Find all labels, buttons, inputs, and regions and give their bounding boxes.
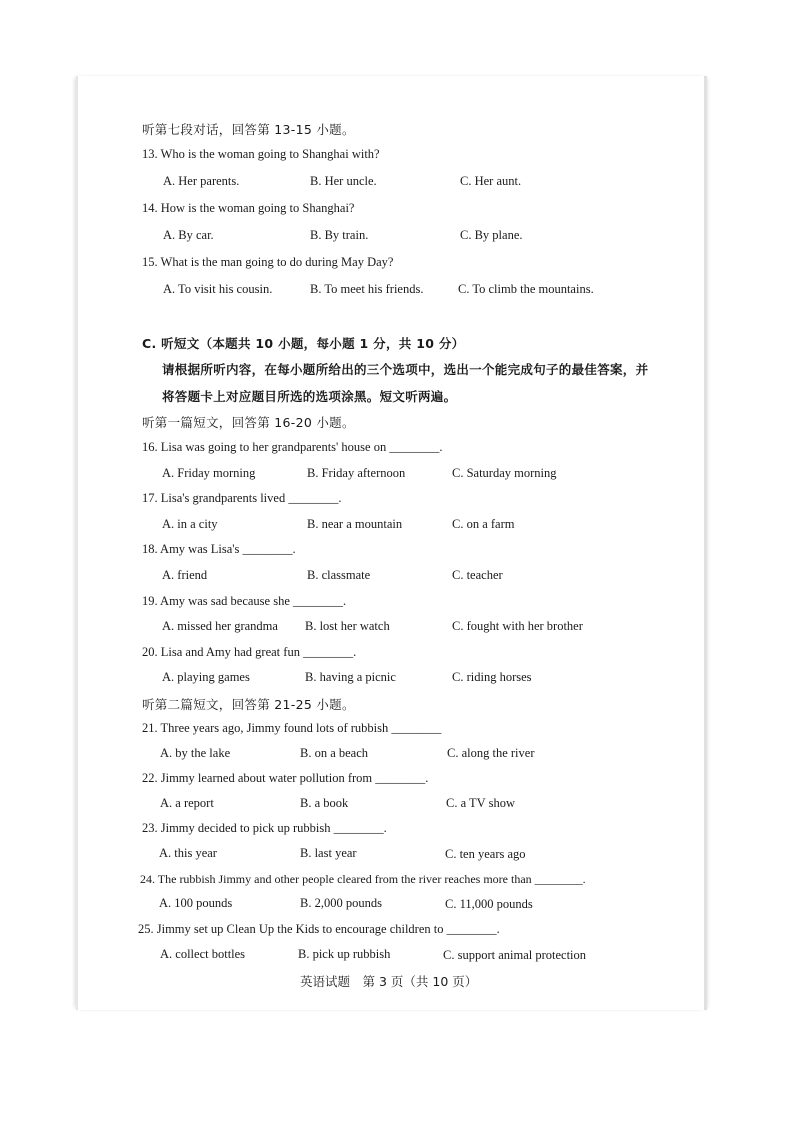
option-20-c: C. riding horses	[452, 670, 532, 684]
option-22-c: C. a TV show	[446, 796, 515, 810]
option-21-c: C. along the river	[447, 746, 535, 760]
part-c-instruction-1: 请根据所听内容，在每小题所给出的三个选项中，选出一个能完成句子的最佳答案，并	[162, 362, 649, 377]
option-24-b: B. 2,000 pounds	[300, 896, 382, 910]
question-14: 14. How is the woman going to Shanghai?	[142, 201, 355, 215]
option-13-c: C. Her aunt.	[460, 174, 522, 188]
option-18-c: C. teacher	[452, 568, 503, 582]
option-18-a: A. friend	[162, 568, 208, 582]
question-15: 15. What is the man going to do during May Day?	[142, 255, 394, 269]
option-17-a: A. in a city	[162, 517, 218, 531]
passage-1-header: 听第一篇短文，回答第 16-20 小题。	[142, 415, 355, 430]
question-23: 23. Jimmy decided to pick up rubbish ________.	[142, 821, 387, 835]
question-20: 20. Lisa and Amy had great fun ________.	[142, 645, 357, 659]
question-13: 13. Who is the woman going to Shanghai with?	[142, 147, 380, 161]
option-19-b: B. lost her watch	[305, 619, 390, 633]
option-22-b: B. a book	[300, 796, 349, 810]
option-19-c: C. fought with her brother	[452, 619, 583, 633]
question-21: 21. Three years ago, Jimmy found lots of rubbish ________	[142, 721, 442, 735]
option-15-c: C. To climb the mountains.	[458, 282, 594, 296]
option-15-a: A. To visit his cousin.	[163, 282, 273, 296]
option-17-c: C. on a farm	[452, 517, 515, 531]
option-16-c: C. Saturday morning	[452, 466, 557, 480]
section-header-dialogue-7: 听第七段对话，回答第 13-15 小题。	[142, 122, 355, 137]
option-16-a: A. Friday morning	[162, 466, 256, 480]
option-21-b: B. on a beach	[300, 746, 369, 760]
option-25-a: A. collect bottles	[160, 947, 246, 961]
question-18: 18. Amy was Lisa's ________.	[142, 542, 296, 556]
part-c-title: C. 听短文（本题共 10 小题，每小题 1 分，共 10 分）	[142, 336, 465, 351]
page-right-edge	[704, 76, 707, 1010]
option-24-a: A. 100 pounds	[159, 896, 233, 910]
question-24: 24. The rubbish Jimmy and other people cleared from the river reaches more than ________.	[140, 872, 586, 886]
option-19-a: A. missed her grandma	[162, 619, 278, 633]
option-14-b: B. By train.	[310, 228, 369, 242]
option-23-a: A. this year	[159, 846, 217, 860]
option-25-b: B. pick up rubbish	[298, 947, 391, 961]
option-20-b: B. having a picnic	[305, 670, 396, 684]
option-21-a: A. by the lake	[160, 746, 231, 760]
option-14-c: C. By plane.	[460, 228, 523, 242]
option-20-a: A. playing games	[162, 670, 250, 684]
option-14-a: A. By car.	[163, 228, 214, 242]
page-left-edge	[76, 76, 78, 1010]
option-13-b: B. Her uncle.	[310, 174, 377, 188]
option-15-b: B. To meet his friends.	[310, 282, 424, 296]
question-19: 19. Amy was sad because she ________.	[142, 594, 347, 608]
option-17-b: B. near a mountain	[307, 517, 403, 531]
part-c-instruction-2: 将答题卡上对应题目所选的选项涂黑。短文听两遍。	[162, 389, 457, 404]
option-13-a: A. Her parents.	[163, 174, 240, 188]
option-23-c: C. ten years ago	[445, 847, 526, 861]
question-16: 16. Lisa was going to her grandparents' house on ________.	[142, 440, 443, 454]
passage-2-header: 听第二篇短文，回答第 21-25 小题。	[142, 697, 355, 712]
question-17: 17. Lisa's grandparents lived ________.	[142, 491, 342, 505]
option-24-c: C. 11,000 pounds	[445, 897, 533, 911]
question-22: 22. Jimmy learned about water pollution from ________.	[142, 771, 429, 785]
option-18-b: B. classmate	[307, 568, 371, 582]
option-22-a: A. a report	[160, 796, 214, 810]
option-25-c: C. support animal protection	[443, 948, 587, 962]
page-footer: 英语试题 第 3 页（共 10 页）	[300, 974, 478, 989]
question-25: 25. Jimmy set up Clean Up the Kids to encourage children to ________.	[138, 922, 500, 936]
option-16-b: B. Friday afternoon	[307, 466, 406, 480]
option-23-b: B. last year	[300, 846, 357, 860]
